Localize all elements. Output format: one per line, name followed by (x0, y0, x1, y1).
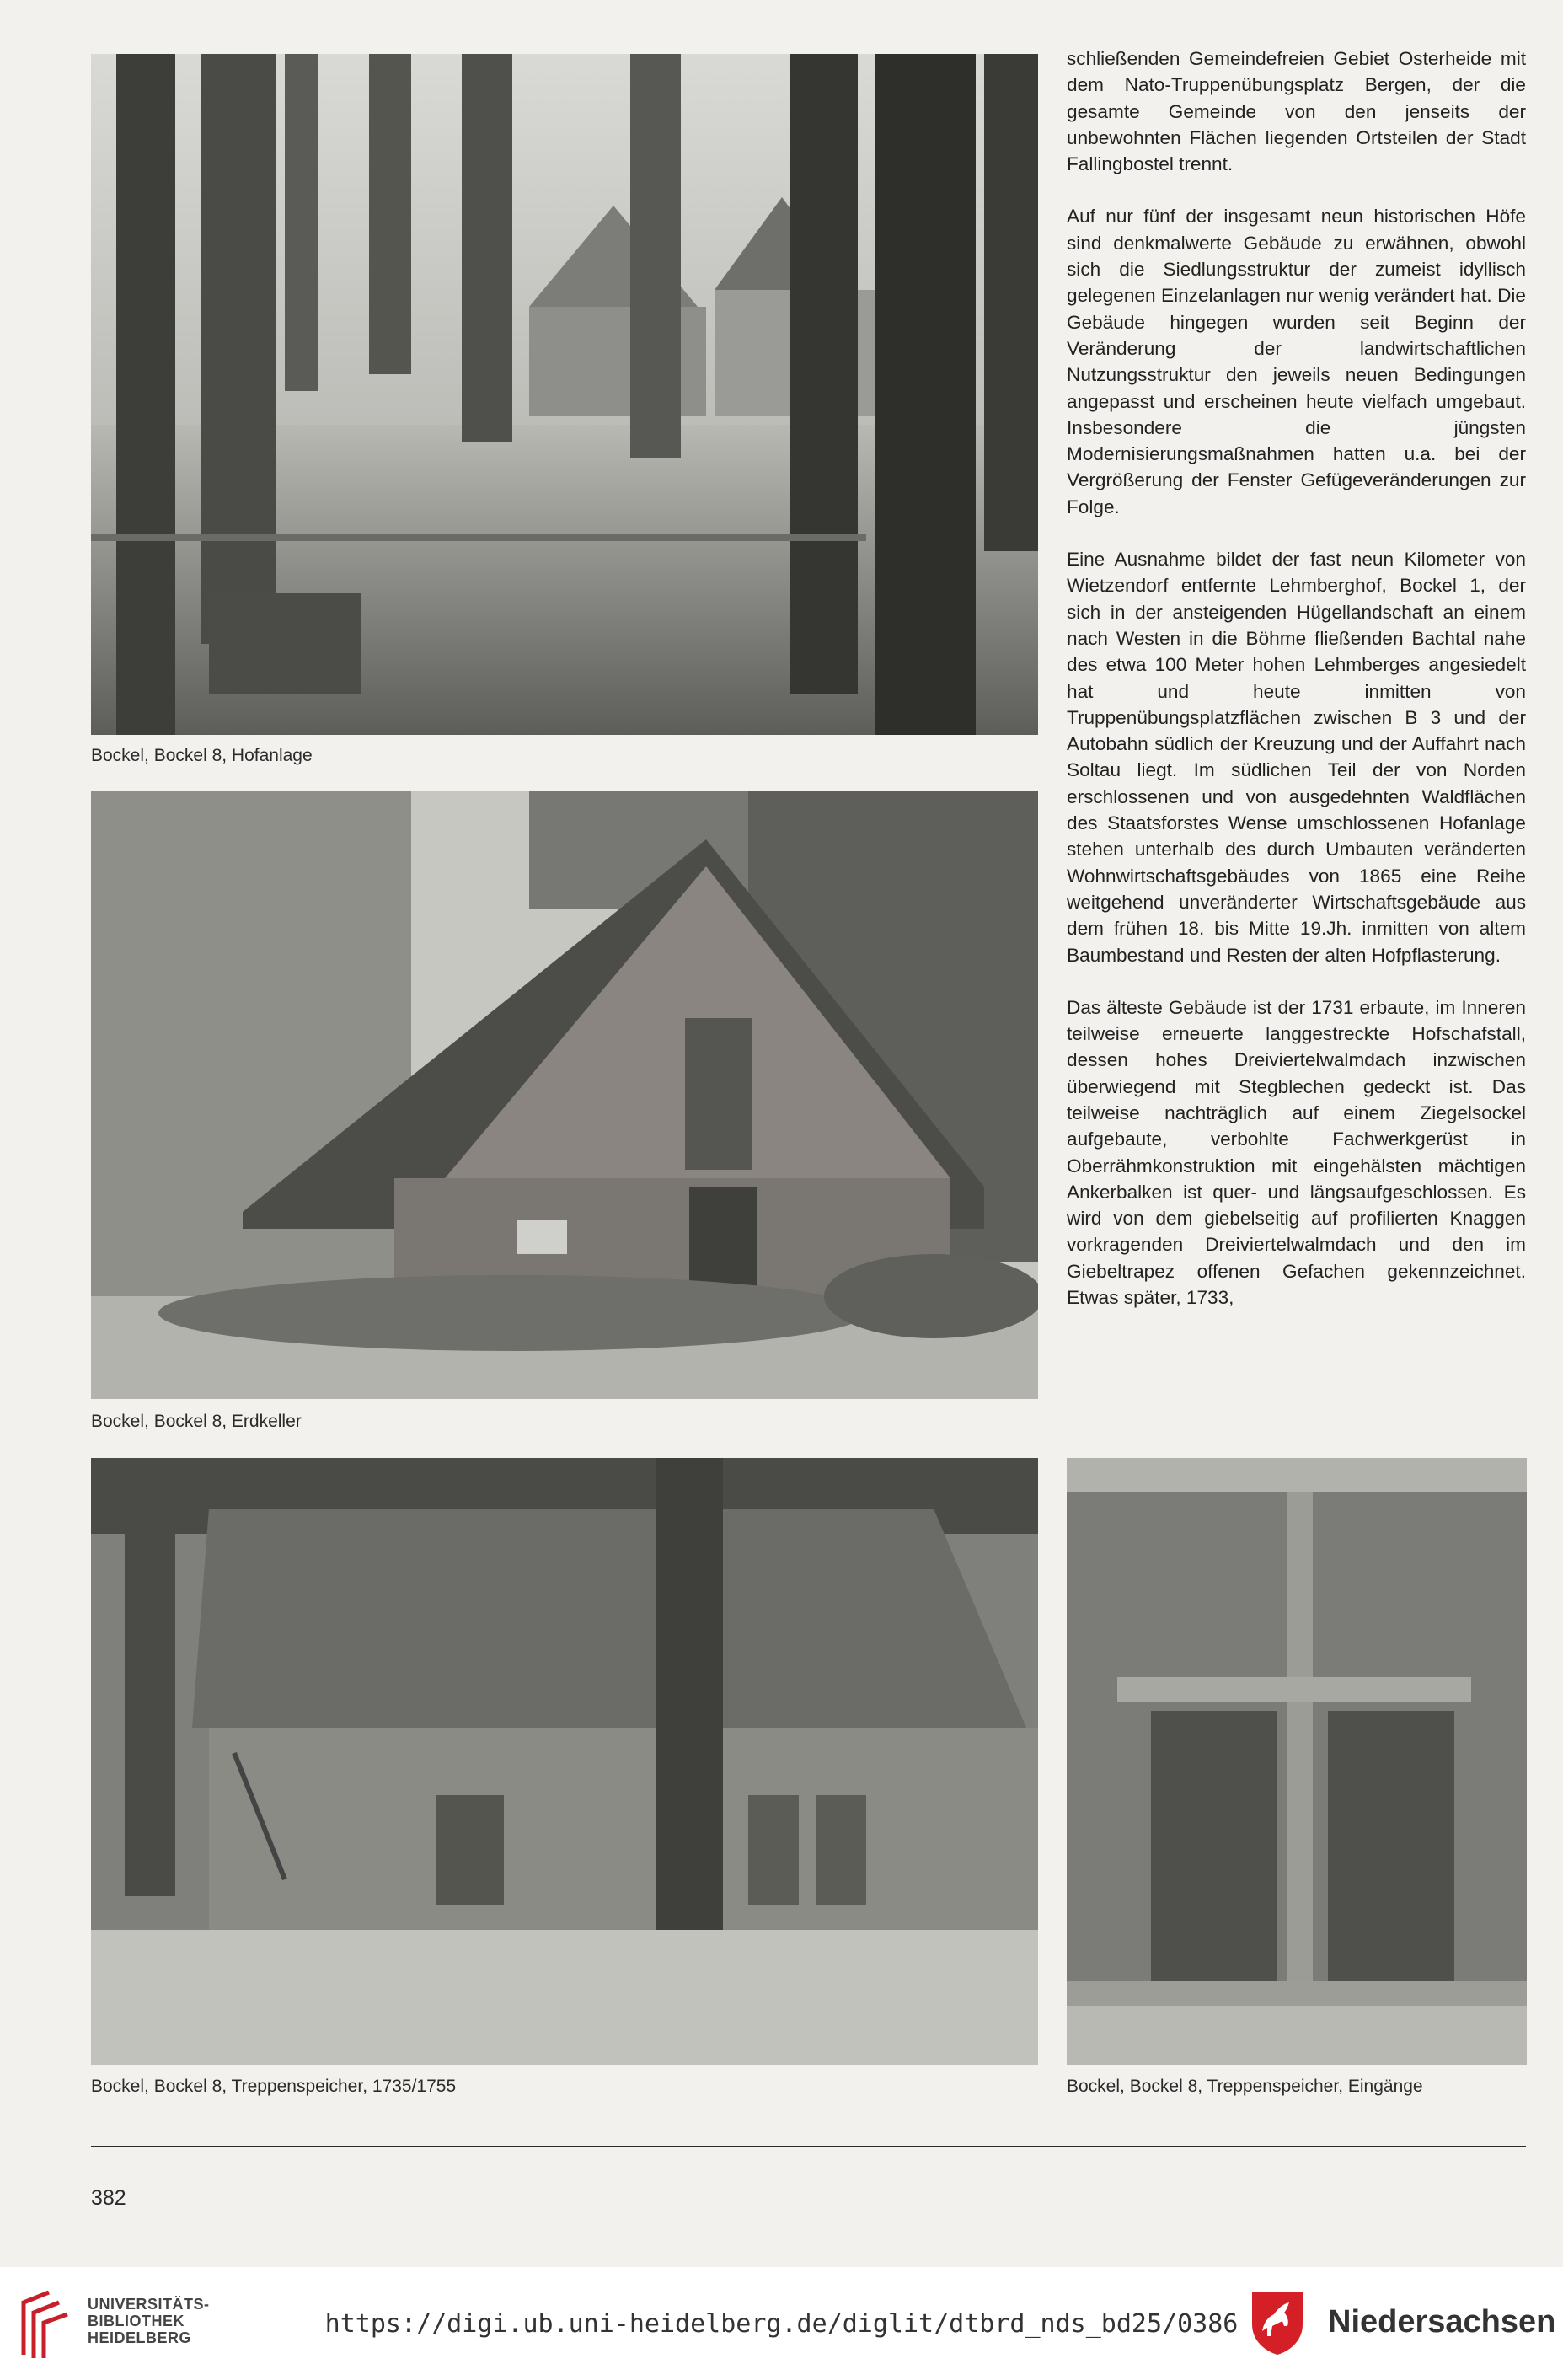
paragraph-3: Eine Ausnahme bildet der fast neun Kilometer von Wietzendorf entfernte Lehmberghof, Bockel 1, der sich in der ansteigenden Hügellandschaft an einem nach Westen in die Böhme fließenden Bachtal nahe des etwa 100 Meter hohen Lehmberges angesiedelt hat und heute inmitten von Truppenübungsplatzflächen zwischen B 3 und der Autobahn südlich der Kreuzung und der Auffahrt nach Soltau liegt. Im südlichen Teil der von Norden erschlossenen und von ausgedehnten Waldflächen des Staatsforstes Wense umschlossenen Hofanlage stehen unterhalb des durch Umbauten veränderten Wohnwirtschaftsgebäudes von 1865 eine Reihe weitgehend unveränderter Wirtschaftsgebäude aus dem frühen 18. bis Mitte 19.Jh. inmitten von altem Baumbestand und Resten der alten Hofpflasterung. (1067, 549, 1526, 966)
caption-eingaenge: Bockel, Bockel 8, Treppenspeicher, Eingänge (1067, 2077, 1423, 2096)
niedersachsen-horse-crest-icon[interactable] (1249, 2289, 1306, 2356)
paragraph-4: Das älteste Gebäude ist der 1731 erbaute, im Inneren teilweise erneuerte langgestreckte Hofschafstall, dessen hohes Dreiviertelwalmdach inzwischen überwiegend mit Stegblechen gedeckt ist. Das teilweise nachträglich auf einem Ziegelsockel aufgebaute, verbohlte Fachwerkgerüst in Oberrähmkonstruktion mit eingehälsten mächtigen Ankerbalken ist quer- und längsaufgeschlossen. Es wird von dem giebelseitig auf profilierten Knaggen vorkragenden Dreiviertelwalmdach und den im Giebeltrapez offenen Gefachen gekennzeichnet. Etwas später, 1733, (1067, 996, 1526, 1309)
photo-hofanlage (91, 54, 1038, 735)
caption-hofanlage: Bockel, Bockel 8, Hofanlage (91, 746, 313, 765)
caption-treppenspeicher: Bockel, Bockel 8, Treppenspeicher, 1735/1755 (91, 2077, 457, 2096)
photo-eingaenge (1067, 1458, 1527, 2065)
page-number: 382 (91, 2186, 126, 2210)
paragraph-1: schließenden Gemeindefreien Gebiet Osterheide mit dem Nato-Truppenübungsplatz Bergen, der die gesamte Gemeinde von den jenseits der unbewohnten Flächen liegenden Ortsteilen der Stadt Fallingbostel trennt. (1067, 48, 1526, 175)
viewer-footer (0, 2267, 1563, 2380)
caption-erdkeller: Bockel, Bockel 8, Erdkeller (91, 1412, 302, 1431)
body-text-column (1067, 46, 1526, 1337)
paragraph-2: Auf nur fünf der insgesamt neun historischen Höfe sind denkmalwerte Gebäude zu erwähnen, obwohl sich die Siedlungsstruktur der zumeist idyllisch gelegenen Einzelanlagen nur wenig verändert hat. Die Gebäude hingegen wurden seit Beginn der Veränderung der landwirtschaftlichen Nutzungsstruktur den jeweils neuen Bedingungen angepasst und erscheinen heute vielfach umgebaut. Insbesondere die jüngsten Modernisierungsmaßnahmen hatten u.a. bei der Vergrößerung der Fenster Gefügeveränderungen zur Folge. (1067, 206, 1526, 517)
footer-rule (91, 2146, 1526, 2147)
niedersachsen-wordmark: Niedersachsen (1328, 2304, 1556, 2340)
document-url-link[interactable]: https://digi.ub.uni-heidelberg.de/diglit/dtbrd_nds_bd25/0386 (324, 2309, 1239, 2339)
ub-heidelberg-wordmark: UNIVERSITÄTS- BIBLIOTHEK HEIDELBERG (88, 2296, 210, 2346)
photo-erdkeller (91, 791, 1038, 1399)
photo-treppenspeicher (91, 1458, 1038, 2065)
